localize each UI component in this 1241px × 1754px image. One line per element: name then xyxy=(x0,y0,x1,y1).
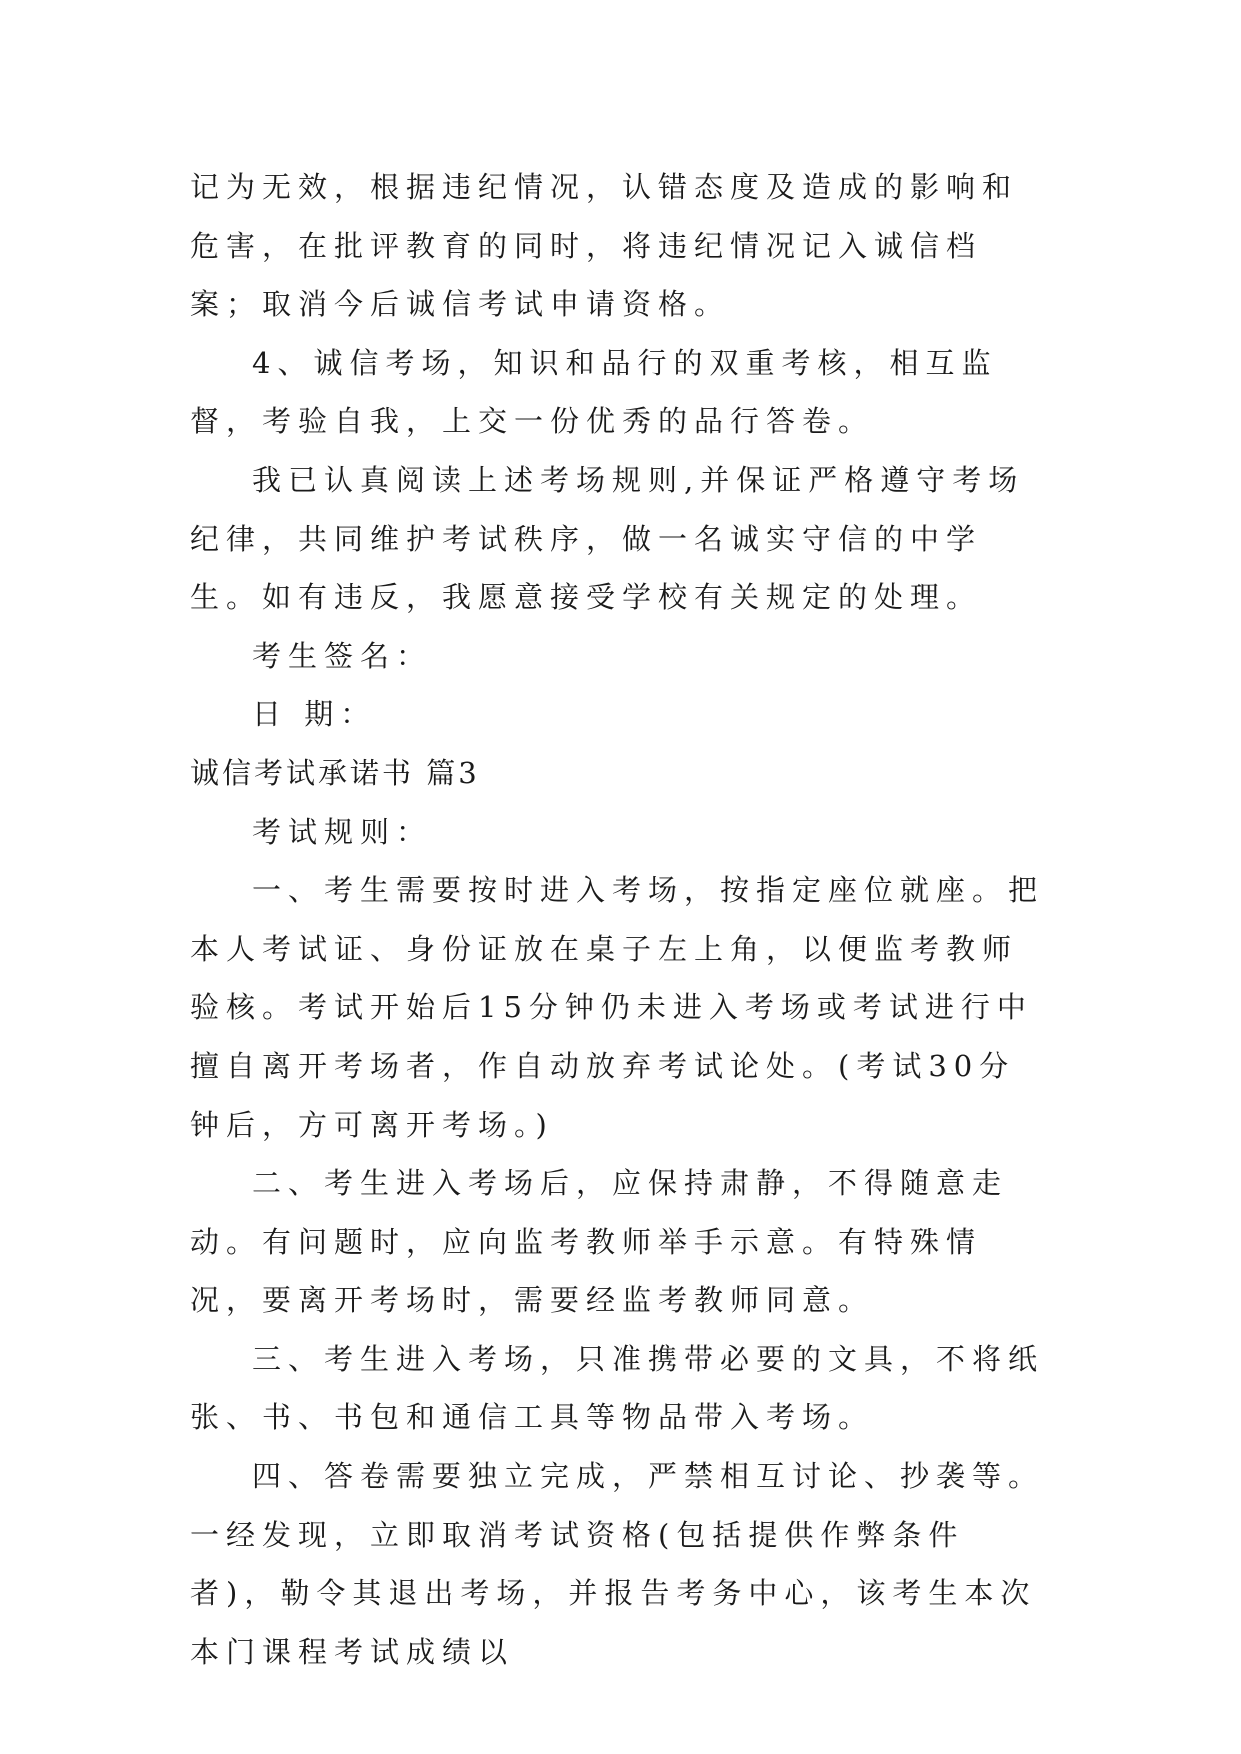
section-heading: 诚信考试承诺书 篇3 xyxy=(190,755,480,790)
paragraph-rule-4b: 四、答卷需要独立完成，严禁相互讨论、抄袭等。一经发现，立即取消考试资格(包括提供作弊条件者)，勒令其退出考场，并报告考务中心，该考生本次本门课程考试成绩以 xyxy=(190,1459,1045,1669)
paragraph-pledge: 我已认真阅读上述考场规则,并保证严格遵守考场纪律，共同维护考试秩序，做一名诚实守信的中学生。如有违反，我愿意接受学校有关规定的处理。 xyxy=(190,462,1025,615)
rules-title: 考试规则： xyxy=(252,814,433,849)
date-line: 日 期： xyxy=(252,697,377,732)
document-body xyxy=(190,158,1050,1681)
paragraph-rule-1: 一、考生需要按时进入考场，按指定座位就座。把本人考试证、身份证放在桌子左上角，以便监考教师验核。考试开始后15分钟仍未进入考场或考试进行中擅自离开考场者，作自动放弃考试论处。(考试30分钟后，方可离开考场。) xyxy=(190,873,1045,1142)
paragraph-rule-4: 4、诚信考场，知识和品行的双重考核，相互监督，考验自我，上交一份优秀的品行答卷。 xyxy=(190,345,998,439)
signature-line: 考生签名： xyxy=(252,638,433,673)
paragraph-rule-2: 二、考生进入考场后，应保持肃静，不得随意走动。有问题时，应向监考教师举手示意。有特殊情况，要离开考场时，需要经监考教师同意。 xyxy=(190,1166,1009,1318)
paragraph-rule-3: 三、考生进入考场，只准携带必要的文具，不将纸张、书、书包和通信工具等物品带入考场。 xyxy=(190,1341,1045,1435)
paragraph-continuation: 记为无效，根据违纪情况，认错态度及造成的影响和危害，在批评教育的同时，将违纪情况记入诚信档案；取消今后诚信考试申请资格。 xyxy=(190,170,1019,322)
